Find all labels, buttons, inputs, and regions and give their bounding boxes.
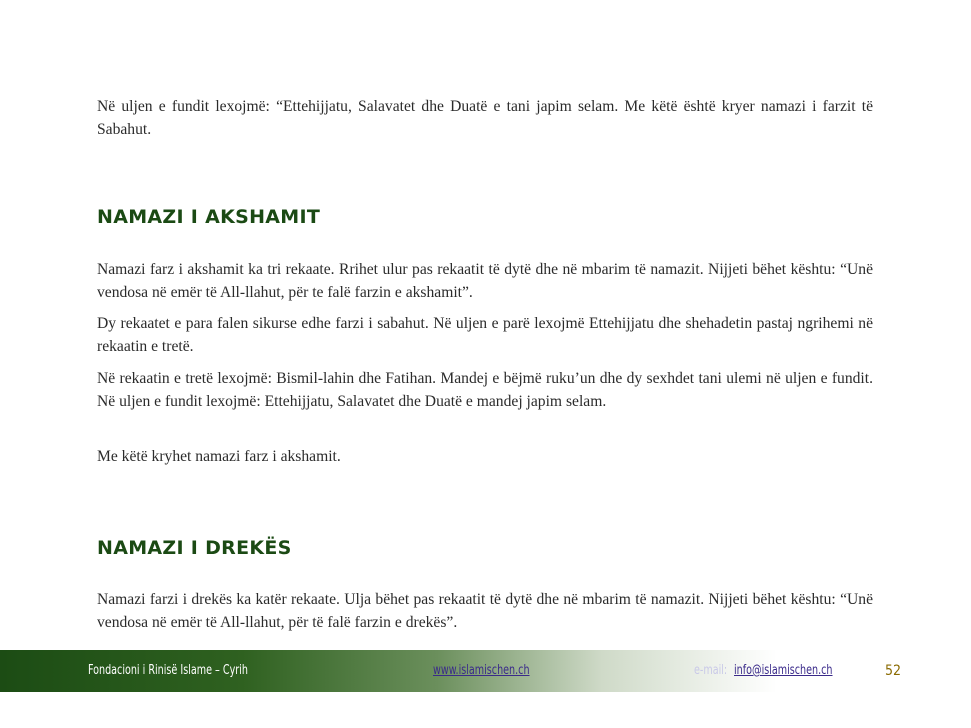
paragraph-aksham-third-rakat: Në rekaatin e tretë lexojmë: Bismil-lahin dhe Fatihan. Mandej e bëjmë ruku’un dhe dy sexhdet tani ulemi në uljen e fundit. Në uljen e fundit lexojmë: Ettehijjatu, Salavatet dhe Duatë e mandej japim selam. [97, 370, 873, 410]
paragraph-dreke-intro: Namazi farzi i drekës ka katër rekaate. Ulja bëhet pas rekaatit të dytë dhe në mbarim të namazit. Nijjeti bëhet kështu: “Unë vendosa në emër të All-llahut, për të falë farzin e drekës”. [97, 591, 873, 631]
footer-website-link[interactable]: www.islamischen.ch [433, 663, 530, 678]
page-number: 52 [885, 663, 902, 679]
heading-dreke: NAMAZI I DREKËS [97, 537, 292, 559]
paragraph-aksham-first-rakats: Dy rekaatet e para falen sikurse edhe farzi i sabahut. Në uljen e parë lexojmë Ettehijjatu dhe shehadetin pastaj ngrihemi në rekaatin e tretë. [97, 315, 873, 355]
footer-email-label: e-mail: [694, 663, 728, 678]
paragraph-aksham-intro: Namazi farz i akshamit ka tri rekaate. Rrihet ulur pas rekaatit të dytë dhe në mbarim të namazit. Nijjeti bëhet kështu: “Unë vendosa në emër të All-llahut, për te falë farzin e akshamit”. [97, 261, 873, 301]
paragraph-aksham-end: Me këtë kryhet namazi farz i akshamit. [97, 448, 341, 465]
paragraph-sabah-end: Në uljen e fundit lexojmë: “Ettehijjatu, Salavatet dhe Duatë e tani japim selam. Me këtë është kryer namazi i farzit të Sabahut. [97, 98, 873, 138]
footer-email-link[interactable]: info@islamischen.ch [734, 663, 833, 678]
footer-organization: Fondacioni i Rinisë Islame – Cyrih [88, 663, 248, 678]
page-footer [0, 650, 971, 692]
heading-aksham: NAMAZI I AKSHAMIT [97, 206, 321, 228]
